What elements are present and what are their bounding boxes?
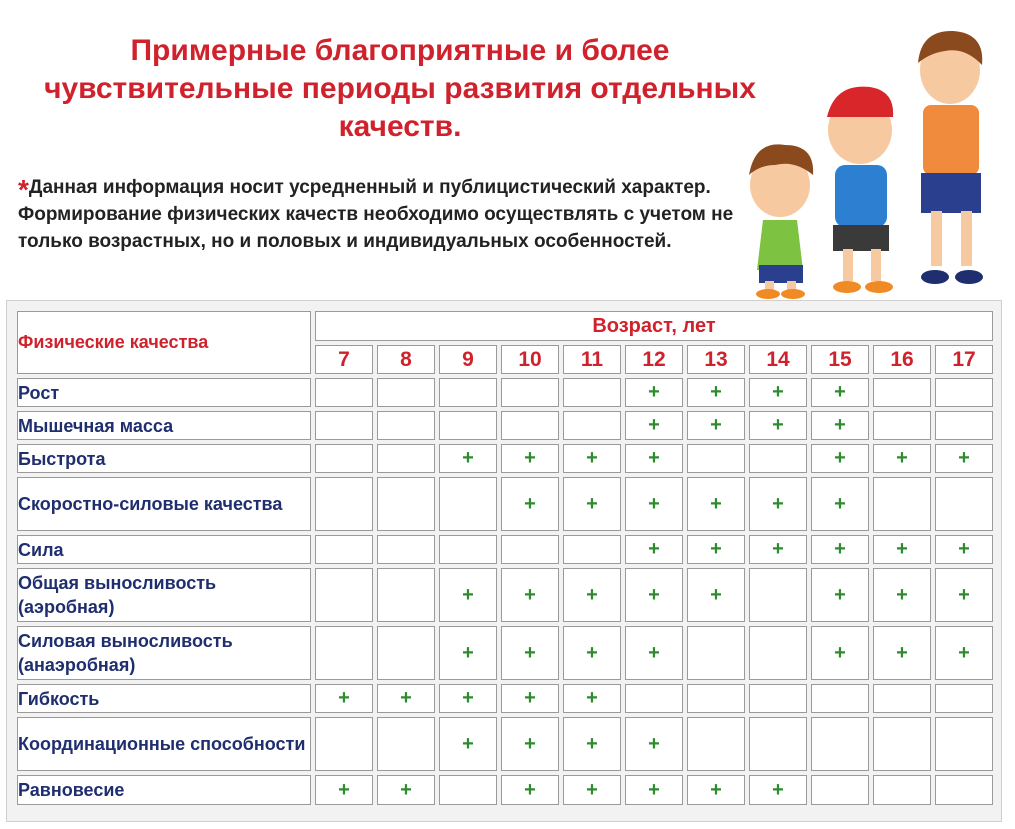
- period-mark-cell: +: [563, 717, 621, 771]
- period-mark-cell: +: [811, 568, 869, 622]
- period-mark-cell: +: [439, 568, 497, 622]
- period-mark-cell: +: [811, 626, 869, 680]
- period-mark-cell: +: [687, 775, 745, 805]
- period-mark-cell: [935, 477, 993, 531]
- period-mark-cell: +: [687, 378, 745, 407]
- period-mark-cell: [439, 477, 497, 531]
- period-mark-cell: +: [439, 684, 497, 713]
- period-mark-cell: [315, 535, 373, 564]
- table-row: [17, 717, 993, 771]
- period-mark-cell: [749, 626, 807, 680]
- period-mark-cell: [935, 717, 993, 771]
- period-mark-cell: +: [315, 775, 373, 805]
- disclaimer-note: [18, 170, 778, 255]
- period-mark-cell: +: [563, 477, 621, 531]
- period-mark-cell: +: [687, 411, 745, 440]
- period-mark-cell: +: [935, 535, 993, 564]
- period-mark-cell: +: [377, 684, 435, 713]
- period-mark-cell: [935, 378, 993, 407]
- period-mark-cell: +: [501, 568, 559, 622]
- period-mark-cell: +: [315, 684, 373, 713]
- period-mark-cell: +: [811, 411, 869, 440]
- age-cell: 7: [315, 345, 373, 374]
- table-row: [17, 411, 993, 440]
- period-mark-cell: +: [501, 477, 559, 531]
- table-row: [17, 477, 993, 531]
- age-cell: 9: [439, 345, 497, 374]
- period-mark-cell: +: [873, 535, 931, 564]
- period-mark-cell: +: [811, 477, 869, 531]
- period-mark-cell: +: [439, 717, 497, 771]
- table-row: [17, 775, 993, 805]
- period-mark-cell: +: [935, 626, 993, 680]
- period-mark-cell: +: [625, 444, 683, 473]
- quality-label: Равновесие: [17, 775, 311, 805]
- quality-label: Мышечная масса: [17, 411, 311, 440]
- period-mark-cell: [563, 411, 621, 440]
- quality-label: Координационные способности: [17, 717, 311, 771]
- period-mark-cell: +: [687, 477, 745, 531]
- period-mark-cell: [749, 568, 807, 622]
- quality-label: Скоростно-силовые качества: [17, 477, 311, 531]
- table-header-row: [17, 311, 993, 341]
- period-mark-cell: +: [563, 775, 621, 805]
- quality-label: Силовая выносливость (анаэробная): [17, 626, 311, 680]
- period-mark-cell: [749, 444, 807, 473]
- period-mark-cell: [377, 378, 435, 407]
- period-mark-cell: [749, 717, 807, 771]
- period-mark-cell: +: [625, 411, 683, 440]
- period-mark-cell: [377, 535, 435, 564]
- period-mark-cell: +: [625, 717, 683, 771]
- period-mark-cell: [873, 775, 931, 805]
- period-mark-cell: [439, 775, 497, 805]
- age-cell: 14: [749, 345, 807, 374]
- period-mark-cell: [377, 626, 435, 680]
- period-mark-cell: [315, 411, 373, 440]
- qualities-table: [13, 307, 997, 809]
- period-mark-cell: +: [873, 626, 931, 680]
- quality-label: Сила: [17, 535, 311, 564]
- small-boy-figure: [749, 144, 813, 299]
- period-mark-cell: [873, 411, 931, 440]
- period-mark-cell: [687, 444, 745, 473]
- age-column-header: Возраст, лет: [315, 311, 993, 341]
- table-row: [17, 568, 993, 622]
- period-mark-cell: [873, 378, 931, 407]
- period-mark-cell: [687, 626, 745, 680]
- period-mark-cell: [439, 378, 497, 407]
- age-cell: 13: [687, 345, 745, 374]
- period-mark-cell: +: [501, 444, 559, 473]
- period-mark-cell: +: [439, 626, 497, 680]
- period-mark-cell: [811, 717, 869, 771]
- period-mark-cell: +: [749, 378, 807, 407]
- age-cell: 15: [811, 345, 869, 374]
- period-mark-cell: +: [749, 535, 807, 564]
- page-title: Примерные благоприятные и более чувствительные периоды развития отдельных качеств.: [44, 34, 756, 143]
- quality-label: Гибкость: [17, 684, 311, 713]
- period-mark-cell: +: [563, 684, 621, 713]
- period-mark-cell: [377, 477, 435, 531]
- period-mark-cell: +: [811, 535, 869, 564]
- period-mark-cell: +: [935, 568, 993, 622]
- period-mark-cell: +: [811, 444, 869, 473]
- table-row: [17, 626, 993, 680]
- period-mark-cell: [935, 684, 993, 713]
- table-row: [17, 684, 993, 713]
- period-mark-cell: +: [687, 568, 745, 622]
- quality-label: Общая выносливость (аэробная): [17, 568, 311, 622]
- period-mark-cell: +: [873, 568, 931, 622]
- period-mark-cell: [625, 684, 683, 713]
- period-mark-cell: +: [687, 535, 745, 564]
- table-row: [17, 535, 993, 564]
- table-row: [17, 378, 993, 407]
- period-mark-cell: +: [625, 626, 683, 680]
- period-mark-cell: [315, 444, 373, 473]
- period-mark-cell: [377, 717, 435, 771]
- children-illustration: [735, 25, 1005, 300]
- period-mark-cell: +: [935, 444, 993, 473]
- age-cell: 17: [935, 345, 993, 374]
- period-mark-cell: [811, 775, 869, 805]
- period-mark-cell: [563, 378, 621, 407]
- period-mark-cell: [749, 684, 807, 713]
- period-mark-cell: [935, 411, 993, 440]
- period-mark-cell: [377, 444, 435, 473]
- period-mark-cell: [687, 717, 745, 771]
- period-mark-cell: +: [501, 775, 559, 805]
- period-mark-cell: +: [625, 378, 683, 407]
- period-mark-cell: +: [811, 378, 869, 407]
- period-mark-cell: [501, 378, 559, 407]
- asterisk: *: [18, 174, 29, 205]
- period-mark-cell: +: [749, 477, 807, 531]
- quality-label: Рост: [17, 378, 311, 407]
- middle-boy-figure: [827, 87, 893, 293]
- period-mark-cell: [315, 626, 373, 680]
- period-mark-cell: +: [439, 444, 497, 473]
- period-mark-cell: [811, 684, 869, 713]
- period-mark-cell: +: [377, 775, 435, 805]
- disclaimer-text: Данная информация носит усредненный и публицистический характер. Формирование физических качеств необходимо осуществлять с учетом не только возрастных, но и половых и индивидуальных особенностей.: [18, 177, 734, 252]
- period-mark-cell: [501, 535, 559, 564]
- period-mark-cell: +: [625, 477, 683, 531]
- period-mark-cell: +: [625, 568, 683, 622]
- period-mark-cell: +: [749, 775, 807, 805]
- period-mark-cell: +: [625, 535, 683, 564]
- period-mark-cell: +: [501, 717, 559, 771]
- period-mark-cell: [563, 535, 621, 564]
- period-mark-cell: [315, 717, 373, 771]
- table-row: [17, 444, 993, 473]
- period-mark-cell: [439, 535, 497, 564]
- age-cell: 11: [563, 345, 621, 374]
- period-mark-cell: [377, 568, 435, 622]
- tall-boy-figure: [918, 31, 983, 284]
- period-mark-cell: [377, 411, 435, 440]
- period-mark-cell: [315, 378, 373, 407]
- period-mark-cell: +: [563, 444, 621, 473]
- period-mark-cell: [439, 411, 497, 440]
- period-mark-cell: [873, 477, 931, 531]
- period-mark-cell: +: [501, 684, 559, 713]
- period-mark-cell: [873, 684, 931, 713]
- period-mark-cell: +: [625, 775, 683, 805]
- period-mark-cell: +: [563, 568, 621, 622]
- table-container: [6, 300, 1002, 822]
- age-cell: 12: [625, 345, 683, 374]
- age-cell: 16: [873, 345, 931, 374]
- period-mark-cell: +: [749, 411, 807, 440]
- period-mark-cell: [935, 775, 993, 805]
- period-mark-cell: [687, 684, 745, 713]
- period-mark-cell: [315, 568, 373, 622]
- period-mark-cell: [873, 717, 931, 771]
- age-cell: 10: [501, 345, 559, 374]
- period-mark-cell: [501, 411, 559, 440]
- period-mark-cell: +: [501, 626, 559, 680]
- quality-label: Быстрота: [17, 444, 311, 473]
- period-mark-cell: +: [873, 444, 931, 473]
- age-cell: 8: [377, 345, 435, 374]
- period-mark-cell: +: [563, 626, 621, 680]
- period-mark-cell: [315, 477, 373, 531]
- qualities-column-header: Физические качества: [17, 311, 311, 374]
